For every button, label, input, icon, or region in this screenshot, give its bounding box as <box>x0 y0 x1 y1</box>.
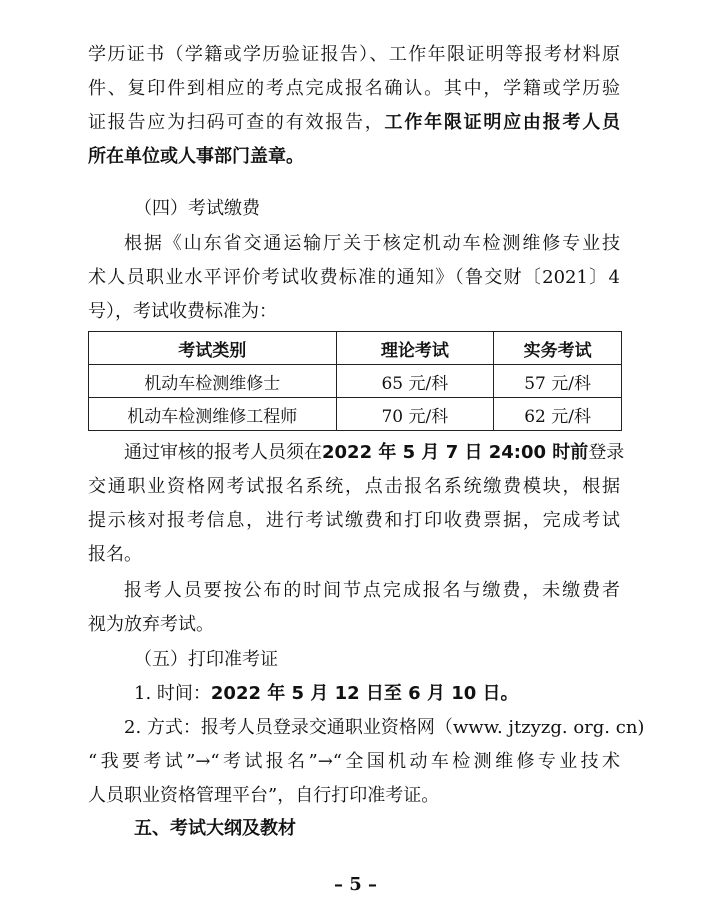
chapter-heading-syllabus: 五、考试大纲及教材 <box>134 818 296 839</box>
text-line: 术人员职业水平评价考试收费标准的通知》（鲁交财〔2021〕4 <box>88 267 620 288</box>
text-line <box>88 106 620 140</box>
page-number: – 5 – <box>333 874 378 895</box>
table-cell: 65 元/科 <box>336 365 494 398</box>
text-line: 报考人员要按公布的时间节点完成报名与缴费，未缴费者 <box>124 580 620 601</box>
table-row <box>89 398 622 431</box>
text-line <box>88 436 625 470</box>
paragraph-method <box>88 711 645 813</box>
table-cell: 62 元/科 <box>494 398 622 431</box>
paragraph-payment <box>88 436 625 572</box>
table-cell: 70 元/科 <box>336 398 494 431</box>
text-line: 提示核对报考信息，进行考试缴费和打印收费票据，完成考试 <box>88 510 620 531</box>
table-cell: 57 元/科 <box>494 365 622 398</box>
text-line: 号），考试收费标准为： <box>88 301 277 322</box>
item-time <box>134 677 519 711</box>
text-line: 学历证书（学籍或学历验证报告）、工作年限证明等报考材料原 <box>88 44 620 65</box>
paragraph-deadline-notice <box>88 574 620 642</box>
text-line: 件、复印件到相应的考点完成报名确认。其中，学籍或学历验 <box>88 78 620 99</box>
deadline-text: 2022 年 5 月 7 日 24:00 时前 <box>322 442 589 463</box>
text-line: 视为放弃考试。 <box>88 614 214 635</box>
text-line: 交通职业资格网考试报名系统，点击报名系统缴费模块，根据 <box>88 476 620 497</box>
bold-text: 工作年限证明应由报考人员 <box>384 112 621 133</box>
table-header-row <box>89 332 622 365</box>
text-span: 登录 <box>588 442 625 463</box>
item-label: 1. 时间： <box>134 683 211 704</box>
fee-table <box>88 331 622 431</box>
table-header: 理论考试 <box>336 332 494 365</box>
text-line: 报名。 <box>88 544 142 565</box>
table-header: 考试类别 <box>89 332 337 365</box>
paragraph-fee-standard <box>88 227 620 329</box>
text-line <box>88 140 620 174</box>
table-row <box>89 365 622 398</box>
text-line: “我要考试”→“考试报名”→“全国机动车检测维修专业技术 <box>88 751 620 772</box>
table-cell: 机动车检测维修士 <box>89 365 337 398</box>
text-line: 人员职业资格管理平台”，自行打印准考证。 <box>88 785 440 806</box>
section-heading-admission-ticket: （五）打印准考证 <box>134 649 278 670</box>
text-line: 2. 方式：报考人员登录交通职业资格网（www. jtzyzg. org. cn) <box>124 717 645 738</box>
text-span: 证报告应为扫码可查的有效报告， <box>88 112 385 133</box>
table-cell: 机动车检测维修工程师 <box>89 398 337 431</box>
text-line: 根据《山东省交通运输厅关于核定机动车检测维修专业技 <box>124 233 620 254</box>
paragraph-materials <box>88 38 620 174</box>
bold-text: 2022 年 5 月 12 日至 6 月 10 日。 <box>210 683 519 704</box>
bold-text: 所在单位或人事部门盖章。 <box>88 146 304 167</box>
section-heading-fees: （四）考试缴费 <box>134 198 260 219</box>
table-header: 实务考试 <box>494 332 622 365</box>
text-span: 通过审核的报考人员须在 <box>124 442 322 463</box>
